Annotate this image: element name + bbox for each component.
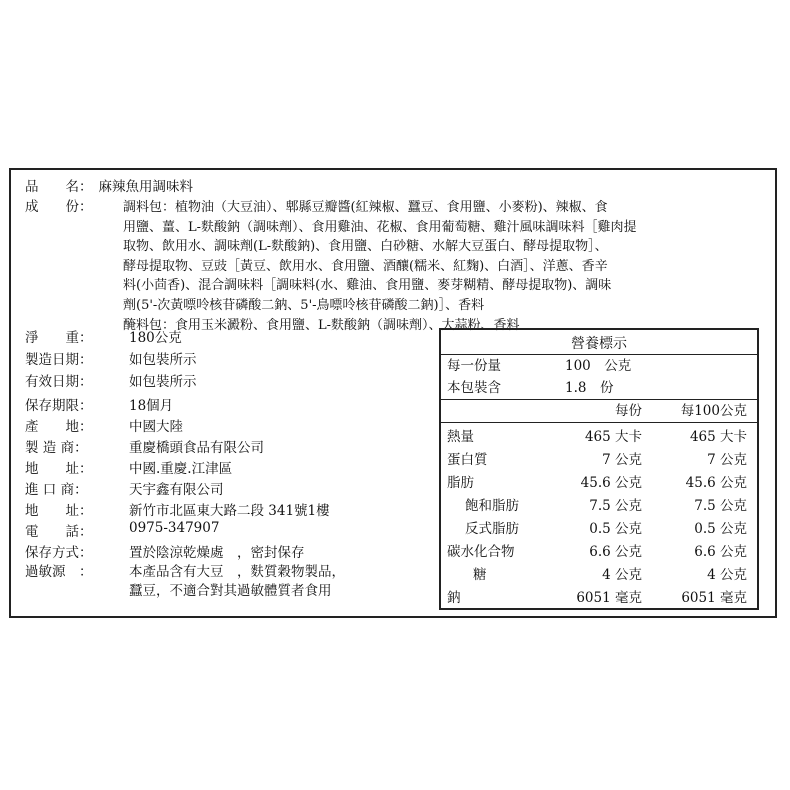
nutrient-per-100g: 4 公克 (707, 567, 747, 583)
ingredients-key (25, 198, 93, 217)
nutrient-per-100g: 6.6 公克 (694, 544, 747, 560)
nutrient-row (441, 472, 757, 494)
info-value: 如包裝所示 (129, 374, 197, 390)
serving-size-row (441, 355, 757, 377)
info-value: 180公克 (129, 330, 182, 346)
info-key: 保存期限： (25, 398, 93, 414)
nutrition-facts-table (439, 328, 759, 610)
nutrient-row (441, 518, 757, 540)
ingredients-key-text: 成 份： (25, 199, 93, 215)
nutrient-name: 熱量 (447, 429, 474, 445)
nutrient-per-serving: 45.6 公克 (580, 475, 642, 491)
ingredients-line: 料(小茴香)、混合調味料［調味料(水、雞油、食用鹽、麥芽糊精、酵母提取物)、調味 (123, 278, 612, 294)
nutrient-name: 蛋白質 (447, 452, 488, 468)
product-name-row (25, 178, 193, 197)
serving-size-value: 100 公克 (565, 358, 632, 374)
nutrient-per-100g: 0.5 公克 (694, 521, 747, 537)
nutrient-name: 脂肪 (447, 475, 474, 491)
nutrient-name: 反式脂肪 (465, 521, 519, 537)
ingredients-line: 取物、飲用水、調味劑(L-麩酸鈉)、食用鹽、白砂糖、水解大豆蛋白、酵母提取物］、 (123, 239, 608, 255)
ingredients-line: 醃料包：食用玉米澱粉、食用鹽、L-麩酸鈉（調味劑）、大蒜粉、香料 (123, 317, 520, 333)
nutrient-per-100g: 6051 毫克 (681, 590, 747, 606)
nutrition-title: 營養標示 (571, 336, 627, 352)
nutrient-per-serving: 6.6 公克 (589, 544, 642, 560)
divider (441, 422, 757, 423)
nutrient-per-100g: 7.5 公克 (694, 498, 747, 514)
product-name-key: 品 名： (25, 179, 93, 195)
info-value: 新竹市北區東大路二段 341號1樓 (129, 503, 330, 519)
info-value: 18個月 (129, 398, 174, 414)
servings-per-package-label: 本包裝含 (447, 380, 501, 396)
info-value: 重慶橋頭食品有限公司 (129, 440, 264, 456)
nutrient-per-serving: 465 大卡 (584, 429, 642, 445)
nutrient-name: 鈉 (447, 590, 461, 606)
nutrient-row (441, 564, 757, 586)
nutrient-row (441, 426, 757, 448)
info-value: 0975-347907 (129, 520, 220, 536)
info-key: 電 話： (25, 524, 93, 540)
servings-per-package-row (441, 377, 757, 399)
ingredients-text (123, 198, 773, 335)
info-value: 置於陰涼乾燥處 ，密封保存 (129, 545, 305, 561)
ingredients-line: 劑(5'-次黃嘌呤核苷磷酸二鈉、5'-鳥嘌呤核苷磷酸二鈉)］、香料 (123, 297, 485, 313)
product-label-box (9, 168, 777, 618)
info-value: 中國.重慶.江津區 (129, 461, 233, 477)
info-key: 製造日期： (25, 352, 93, 368)
info-value: 中國大陸 (129, 419, 183, 435)
info-key: 有效日期： (25, 374, 93, 390)
nutrient-row (441, 587, 757, 609)
nutrient-row (441, 541, 757, 563)
serving-size-label: 每一份量 (447, 358, 501, 374)
nutrient-name: 飽和脂肪 (465, 498, 519, 514)
nutrient-per-100g: 45.6 公克 (685, 475, 747, 491)
nutrient-row (441, 449, 757, 471)
info-key: 地 址： (25, 461, 93, 477)
info-value: 本產品含有大豆 ，麩質穀物製品， (129, 564, 345, 580)
info-key: 地 址： (25, 503, 93, 519)
column-header-row (441, 400, 757, 422)
nutrient-per-serving: 7 公克 (602, 452, 642, 468)
ingredients-line: 酵母提取物、豆豉［黃豆、飲用水、食用鹽、酒釀(糯米、紅麴)、白酒］、洋蔥、香辛 (123, 258, 608, 274)
ingredients-line: 用鹽、薑、L-麩酸鈉（調味劑）、食用雞油、花椒、食用葡萄糖、雞汁風味調味料［雞肉提 (123, 219, 637, 235)
info-value: 天宇鑫有限公司 (129, 482, 224, 498)
nutrient-per-100g: 465 大卡 (689, 429, 747, 445)
info-key: 過敏源 ： (25, 564, 93, 580)
product-name-value: 麻辣魚用調味料 (98, 179, 193, 195)
column-header-per-serving: 每份 (615, 403, 642, 419)
nutrient-per-serving: 4 公克 (602, 567, 642, 583)
nutrient-per-serving: 7.5 公克 (589, 498, 642, 514)
nutrient-per-serving: 6051 毫克 (576, 590, 642, 606)
info-key: 保存方式： (25, 545, 93, 561)
nutrient-per-serving: 0.5 公克 (589, 521, 642, 537)
info-key: 進 口 商： (25, 482, 88, 498)
nutrient-per-100g: 7 公克 (707, 452, 747, 468)
info-key: 製 造 商： (25, 440, 88, 456)
info-value: 蠶豆，不適合對其過敏體質者食用 (129, 583, 332, 599)
info-key: 淨 重： (25, 330, 93, 346)
nutrient-name: 碳水化合物 (447, 544, 515, 560)
ingredients-line: 調料包：植物油（大豆油）、郫縣豆瓣醬(紅辣椒、蠶豆、食用鹽、小麥粉)、辣椒、食 (123, 200, 608, 215)
nutrient-name: 糖 (473, 567, 487, 583)
servings-per-package-value: 1.8 份 (565, 380, 614, 396)
info-value: 如包裝所示 (129, 352, 197, 368)
column-header-per-100g: 每100公克 (680, 403, 747, 419)
info-key: 產 地： (25, 419, 93, 435)
nutrient-row (441, 495, 757, 517)
